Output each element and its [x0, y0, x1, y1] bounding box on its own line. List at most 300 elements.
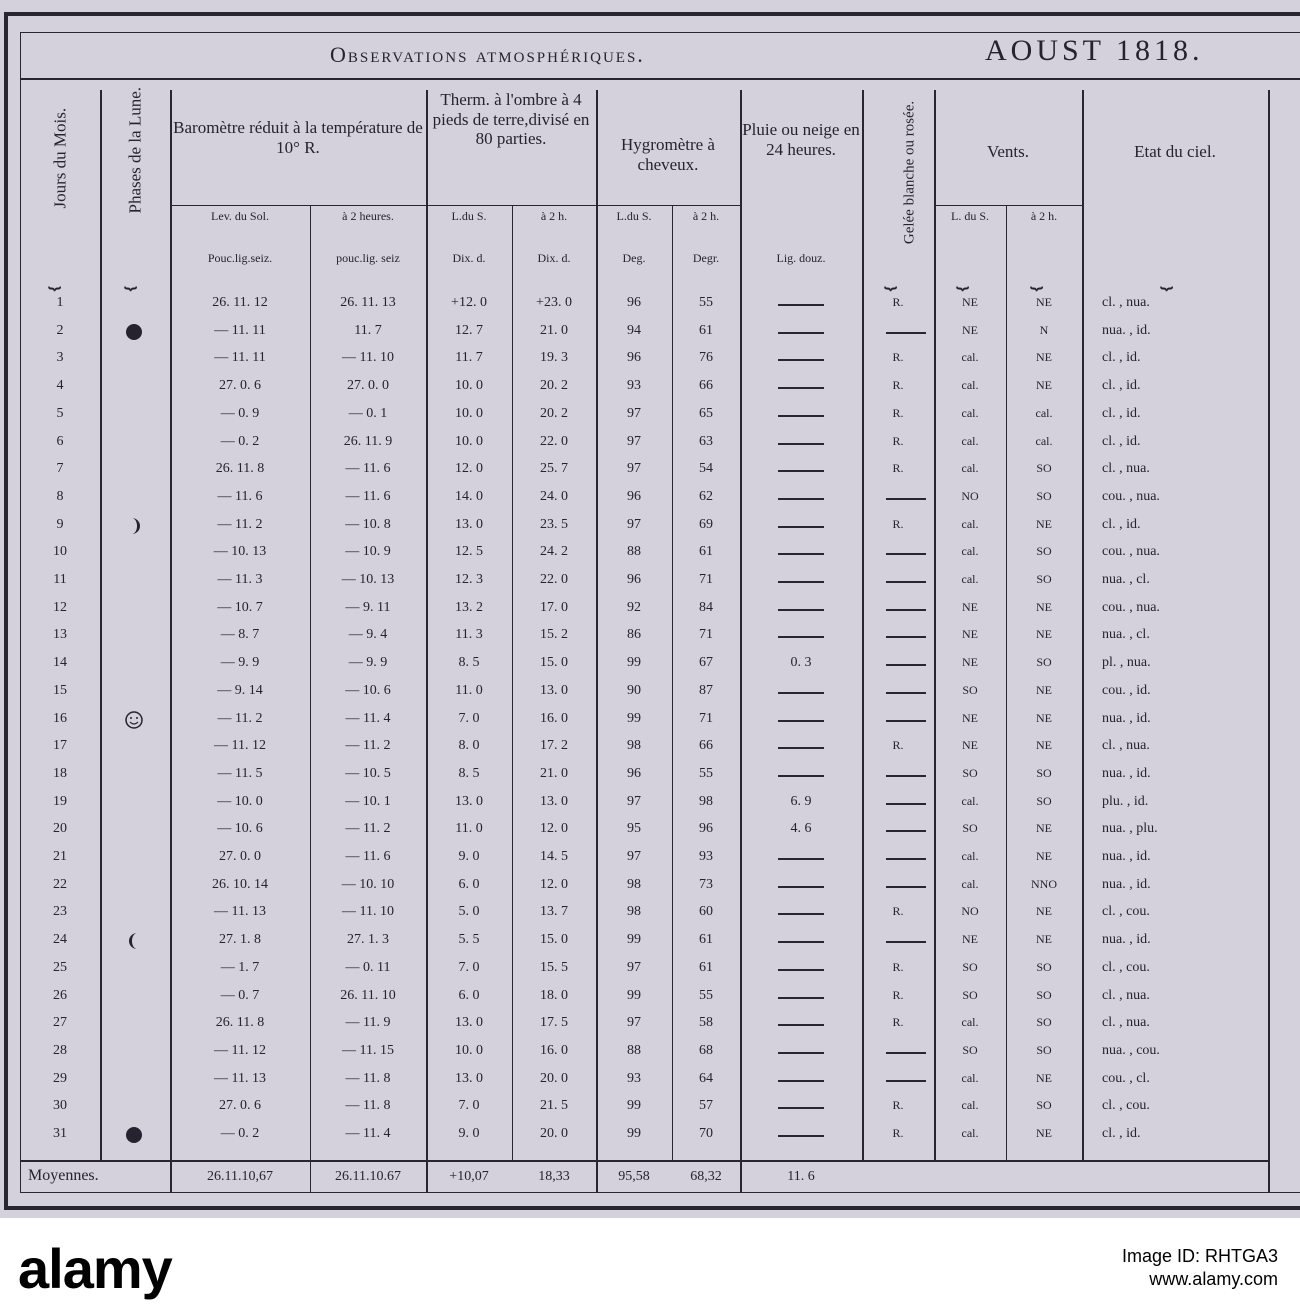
watermark-bar: [0, 1238, 1300, 1298]
wind-sunrise: SO: [962, 960, 978, 974]
hygro-2h: 67: [699, 655, 713, 670]
baro-2h: — 10. 8: [345, 517, 391, 532]
wind-2h: NE: [1036, 904, 1052, 918]
sky-state: nua. , id.: [1102, 323, 1151, 338]
frost-none-dash: [886, 720, 926, 722]
rain-none-dash: [778, 304, 824, 306]
wind-2h: SO: [1036, 960, 1052, 974]
bottom-border: [4, 1206, 1300, 1210]
baro-2h: 26. 11. 9: [343, 434, 393, 449]
wind-2h: NNO: [1031, 877, 1057, 891]
frost-mark: R.: [892, 1098, 904, 1112]
rain-amount: 0. 3: [790, 655, 812, 670]
baro-2h: — 11. 6: [345, 461, 391, 476]
therm-2h: 17. 0: [540, 600, 568, 615]
wind-2h: NE: [1036, 627, 1052, 641]
sky-state: cl. , nua.: [1102, 295, 1150, 310]
hygro-sunrise: 90: [627, 683, 641, 698]
day-number: 6: [56, 434, 64, 449]
frost-mark: R.: [892, 295, 904, 309]
day-number: 31: [53, 1126, 67, 1141]
sky-state: cl. , cou.: [1102, 1098, 1150, 1113]
therm-sunrise: 9. 0: [458, 849, 480, 864]
rain-amount: 6. 9: [790, 794, 812, 809]
header-hygrometer: Hygromètre à cheveux.: [621, 135, 715, 174]
hygro-sunrise: 86: [627, 627, 641, 642]
baro-2h: — 11. 6: [345, 489, 391, 504]
hygro-sunrise: 99: [627, 1098, 641, 1113]
baro-sunrise: — 8. 7: [220, 627, 260, 642]
therm-2h: 21. 0: [540, 766, 568, 781]
header-day: Jours du Mois.: [50, 107, 70, 209]
baro-sunrise: 26. 11. 8: [215, 461, 265, 476]
header-thermometer: Therm. à l'ombre à 4 pieds de terre,divisé en 80 parties.: [432, 90, 590, 149]
rain-none-dash: [778, 969, 824, 971]
therm-sunrise: 9. 0: [458, 1126, 480, 1141]
baro-2h: 26. 11. 13: [340, 295, 396, 310]
frost-mark: R.: [892, 517, 904, 531]
hygro-sunrise: 97: [627, 960, 641, 975]
frost-mark: R.: [892, 904, 904, 918]
hygro-2h: 71: [699, 711, 713, 726]
brace-mark: ⏟: [1160, 264, 1174, 289]
frost-none-dash: [886, 664, 926, 666]
col-rule: [1268, 90, 1270, 1192]
frost-mark: R.: [892, 960, 904, 974]
wind-sunrise: NE: [962, 600, 978, 614]
wind-sunrise: cal.: [961, 378, 979, 392]
unit-baro-1: Pouc.lig.seiz.: [207, 251, 273, 265]
sky-state: nua. , id.: [1102, 932, 1151, 947]
frost-none-dash: [886, 332, 926, 334]
therm-sunrise: 7. 0: [458, 960, 480, 975]
frost-none-dash: [886, 830, 926, 832]
hygro-sunrise: 99: [627, 711, 641, 726]
wind-sunrise: NE: [962, 627, 978, 641]
left-border: [4, 12, 8, 1208]
hygro-2h: 69: [699, 517, 713, 532]
header-baro-2h: à 2 heures.: [342, 209, 394, 223]
frost-mark: R.: [892, 1015, 904, 1029]
rain-none-dash: [778, 886, 824, 888]
frost-none-dash: [886, 1052, 926, 1054]
rain-none-dash: [778, 747, 824, 749]
header-hygro-sunrise: L.du S.: [616, 209, 652, 223]
sky-state: cl. , nua.: [1102, 1015, 1150, 1030]
therm-2h: 18. 0: [540, 988, 568, 1003]
therm-sunrise: 8. 0: [458, 738, 480, 753]
last-quarter-icon: [124, 931, 144, 951]
baro-2h: — 11. 9: [345, 1015, 391, 1030]
mean-hygro-2h: 68,32: [690, 1169, 722, 1184]
rain-none-dash: [778, 443, 824, 445]
header-wind: Vents.: [986, 142, 1030, 161]
wind-2h: SO: [1036, 489, 1052, 503]
wind-2h: SO: [1036, 1015, 1052, 1029]
baro-sunrise: — 11. 3: [217, 572, 263, 587]
rain-none-dash: [778, 1107, 824, 1109]
day-number: 10: [53, 544, 67, 559]
wind-sunrise: SO: [962, 766, 978, 780]
hygro-2h: 61: [699, 323, 713, 338]
day-number: 14: [53, 655, 67, 670]
wind-sunrise: NE: [962, 932, 978, 946]
therm-2h: 12. 0: [540, 821, 568, 836]
baro-2h: 26. 11. 10: [340, 988, 396, 1003]
wind-sunrise: cal.: [961, 877, 979, 891]
wind-sunrise: NO: [961, 904, 979, 918]
therm-2h: 20. 0: [540, 1126, 568, 1141]
sky-state: cou. , nua.: [1102, 600, 1160, 615]
baro-sunrise: — 11. 12: [214, 738, 266, 753]
frost-none-dash: [886, 803, 926, 805]
hygro-sunrise: 97: [627, 461, 641, 476]
inner-top-line: [20, 32, 1300, 33]
day-number: 7: [56, 461, 64, 476]
unit-therm-2: Dix. d.: [537, 251, 571, 265]
col-rule: [862, 90, 864, 1162]
rain-none-dash: [778, 1080, 824, 1082]
baro-sunrise: — 11. 6: [217, 489, 263, 504]
wind-2h: SO: [1036, 655, 1052, 669]
baro-2h: — 10. 6: [345, 683, 391, 698]
wind-sunrise: cal.: [961, 406, 979, 420]
therm-sunrise: 13. 0: [455, 794, 483, 809]
frost-none-dash: [886, 553, 926, 555]
unit-therm-1: Dix. d.: [452, 251, 486, 265]
hygro-2h: 87: [699, 683, 713, 698]
therm-sunrise: 12. 3: [455, 572, 483, 587]
sky-state: cl. , id.: [1102, 434, 1141, 449]
sky-state: nua. , cl.: [1102, 627, 1150, 642]
watermark-info: [1122, 1245, 1278, 1292]
rain-none-dash: [778, 387, 824, 389]
unit-hygro-2: Degr.: [692, 251, 720, 265]
hygro-2h: 76: [699, 350, 713, 365]
wind-2h: SO: [1036, 1043, 1052, 1057]
therm-sunrise: +12. 0: [451, 295, 487, 310]
wind-2h: SO: [1036, 461, 1052, 475]
hygro-sunrise: 92: [627, 600, 641, 615]
therm-sunrise: 13. 2: [455, 600, 483, 615]
therm-2h: 21. 5: [540, 1098, 568, 1113]
day-number: 30: [53, 1098, 67, 1113]
hygro-2h: 62: [699, 489, 713, 504]
sky-state: cl. , id.: [1102, 517, 1141, 532]
header-wind-2h: à 2 h.: [1030, 209, 1058, 223]
hygro-sunrise: 99: [627, 655, 641, 670]
wind-sunrise: cal.: [961, 544, 979, 558]
rain-none-dash: [778, 526, 824, 528]
rain-none-dash: [778, 858, 824, 860]
therm-sunrise: 7. 0: [458, 711, 480, 726]
therm-2h: 22. 0: [540, 572, 568, 587]
baro-sunrise: — 1. 7: [220, 960, 260, 975]
rain-none-dash: [778, 941, 824, 943]
wind-sunrise: SO: [962, 988, 978, 1002]
baro-2h: — 0. 11: [345, 960, 391, 975]
header-barometer: Baromètre réduit à la température de 10° R.: [173, 118, 423, 157]
baro-2h: — 9. 9: [348, 655, 388, 670]
day-number: 28: [53, 1043, 67, 1058]
rain-none-dash: [778, 470, 824, 472]
header-therm-2h: à 2 h.: [540, 209, 568, 223]
hygro-sunrise: 96: [627, 572, 641, 587]
hygro-2h: 68: [699, 1043, 713, 1058]
hygro-sunrise: 98: [627, 904, 641, 919]
hygro-sunrise: 94: [627, 323, 641, 338]
header-rain: Pluie ou neige en 24 heures.: [742, 120, 860, 159]
therm-sunrise: 5. 0: [458, 904, 480, 919]
col-rule: [170, 90, 172, 1192]
col-rule: [1006, 205, 1007, 1162]
wind-sunrise: SO: [962, 683, 978, 697]
day-number: 17: [53, 738, 67, 753]
hygro-sunrise: 88: [627, 1043, 641, 1058]
top-border: [4, 12, 1300, 16]
rain-none-dash: [778, 997, 824, 999]
day-number: 11: [53, 572, 67, 587]
wind-sunrise: cal.: [961, 1126, 979, 1140]
sky-state: cou. , nua.: [1102, 489, 1160, 504]
day-number: 16: [53, 711, 67, 726]
header-moon-phase: Phases de la Lune.: [125, 86, 145, 214]
sky-state: cl. , id.: [1102, 406, 1141, 421]
therm-sunrise: 12. 5: [455, 544, 483, 559]
baro-sunrise: — 0. 7: [220, 988, 260, 1003]
day-number: 18: [53, 766, 67, 781]
hygro-sunrise: 97: [627, 406, 641, 421]
hygro-2h: 65: [699, 406, 713, 421]
baro-sunrise: 26. 11. 12: [212, 295, 268, 310]
wind-sunrise: cal.: [961, 350, 979, 364]
header-rule: [596, 205, 740, 206]
therm-2h: 13. 0: [540, 794, 568, 809]
therm-2h: 21. 0: [540, 323, 568, 338]
col-rule: [596, 90, 598, 1192]
hygro-2h: 57: [699, 1098, 713, 1113]
therm-2h: +23. 0: [536, 295, 572, 310]
sky-state: nua. , id.: [1102, 849, 1151, 864]
hygro-sunrise: 96: [627, 489, 641, 504]
frost-none-dash: [886, 886, 926, 888]
baro-2h: 27. 0. 0: [347, 378, 389, 393]
baro-sunrise: — 11. 2: [217, 517, 263, 532]
therm-2h: 15. 5: [540, 960, 568, 975]
therm-2h: 12. 0: [540, 877, 568, 892]
rain-none-dash: [778, 720, 824, 722]
hygro-2h: 58: [699, 1015, 713, 1030]
sky-state: pl. , nua.: [1102, 655, 1151, 670]
wind-sunrise: cal.: [961, 434, 979, 448]
baro-2h: — 10. 1: [345, 794, 391, 809]
day-number: 29: [53, 1071, 67, 1086]
hygro-sunrise: 97: [627, 794, 641, 809]
baro-2h: — 11. 2: [345, 821, 391, 836]
baro-sunrise: 27. 0. 0: [219, 849, 261, 864]
therm-sunrise: 11. 0: [455, 821, 483, 836]
wind-2h: SO: [1036, 794, 1052, 808]
frost-none-dash: [886, 498, 926, 500]
sky-state: cl. , nua.: [1102, 461, 1150, 476]
mean-rain: 11. 6: [787, 1169, 815, 1184]
sky-state: nua. , cou.: [1102, 1043, 1160, 1058]
frost-none-dash: [886, 858, 926, 860]
baro-2h: — 11. 6: [345, 849, 391, 864]
wind-2h: SO: [1036, 572, 1052, 586]
therm-sunrise: 8. 5: [458, 655, 480, 670]
baro-2h: — 10. 10: [341, 877, 395, 892]
therm-sunrise: 13. 0: [455, 1071, 483, 1086]
wind-sunrise: SO: [962, 821, 978, 835]
therm-2h: 19. 3: [540, 350, 568, 365]
baro-sunrise: — 9. 14: [217, 683, 263, 698]
therm-2h: 15. 0: [540, 932, 568, 947]
new-moon-icon: [124, 1125, 144, 1145]
therm-2h: 24. 2: [540, 544, 568, 559]
baro-2h: — 11. 4: [345, 711, 391, 726]
wind-sunrise: cal.: [961, 461, 979, 475]
header-frost: Gelée blanche ou rosée.: [901, 100, 918, 245]
baro-2h: — 0. 1: [348, 406, 388, 421]
baro-2h: — 11. 4: [345, 1126, 391, 1141]
frost-mark: R.: [892, 378, 904, 392]
col-rule: [740, 90, 742, 1192]
therm-2h: 23. 5: [540, 517, 568, 532]
inner-left-line: [20, 32, 21, 1192]
mean-hygro-sunrise: 95,58: [618, 1169, 650, 1184]
baro-sunrise: — 0. 2: [220, 1126, 260, 1141]
therm-2h: 16. 0: [540, 1043, 568, 1058]
hygro-sunrise: 98: [627, 738, 641, 753]
wind-sunrise: NE: [962, 323, 978, 337]
baro-sunrise: — 0. 9: [220, 406, 260, 421]
frost-mark: R.: [892, 738, 904, 752]
sky-state: cou. , id.: [1102, 683, 1151, 698]
therm-sunrise: 10. 0: [455, 378, 483, 393]
baro-sunrise: — 10. 6: [217, 821, 263, 836]
hygro-sunrise: 99: [627, 932, 641, 947]
unit-baro-2: pouc.lig. seiz: [336, 251, 400, 265]
unit-rain: Lig. douz.: [776, 251, 826, 265]
baro-2h: — 10. 9: [345, 544, 391, 559]
frost-none-dash: [886, 775, 926, 777]
therm-sunrise: 13. 0: [455, 517, 483, 532]
hygro-2h: 84: [699, 600, 713, 615]
wind-2h: NE: [1036, 1071, 1052, 1085]
hygro-2h: 61: [699, 932, 713, 947]
therm-2h: 15. 0: [540, 655, 568, 670]
unit-hygro-1: Deg.: [622, 251, 646, 265]
brace-mark: ⏟: [48, 264, 62, 289]
hygro-sunrise: 96: [627, 295, 641, 310]
baro-2h: 11. 7: [354, 323, 382, 338]
hygro-2h: 63: [699, 434, 713, 449]
sky-state: cl. , id.: [1102, 350, 1141, 365]
baro-sunrise: — 11. 12: [214, 1043, 266, 1058]
day-number: 15: [53, 683, 67, 698]
baro-sunrise: — 11. 13: [214, 1071, 266, 1086]
rain-none-dash: [778, 1052, 824, 1054]
baro-2h: — 11. 10: [342, 350, 394, 365]
hygro-2h: 66: [699, 738, 713, 753]
day-number: 20: [53, 821, 67, 836]
baro-sunrise: — 10. 7: [217, 600, 263, 615]
wind-sunrise: cal.: [961, 1015, 979, 1029]
sky-state: cl. , cou.: [1102, 904, 1150, 919]
hygro-sunrise: 97: [627, 434, 641, 449]
baro-2h: — 11. 8: [345, 1071, 391, 1086]
therm-2h: 14. 5: [540, 849, 568, 864]
mean-therm-2h: 18,33: [538, 1169, 570, 1184]
sky-state: nua. , id.: [1102, 877, 1151, 892]
hygro-sunrise: 99: [627, 988, 641, 1003]
frost-none-dash: [886, 609, 926, 611]
alamy-logo: alamy: [18, 1236, 172, 1300]
wind-sunrise: cal.: [961, 1071, 979, 1085]
wind-2h: NE: [1036, 738, 1052, 752]
therm-2h: 20. 0: [540, 1071, 568, 1086]
sky-state: cou. , cl.: [1102, 1071, 1150, 1086]
day-number: 5: [56, 406, 64, 421]
baro-sunrise: 27. 0. 6: [219, 378, 261, 393]
frost-mark: R.: [892, 434, 904, 448]
rain-none-dash: [778, 692, 824, 694]
sky-state: cl. , id.: [1102, 378, 1141, 393]
therm-sunrise: 13. 0: [455, 1015, 483, 1030]
col-rule: [100, 90, 102, 1162]
means-rule: [20, 1160, 1268, 1162]
header-sky: Etat du ciel.: [1134, 142, 1216, 161]
day-number: 22: [53, 877, 67, 892]
wind-2h: NE: [1036, 932, 1052, 946]
col-rule: [672, 205, 673, 1162]
header-rule: [934, 205, 1082, 206]
baro-sunrise: — 11. 11: [214, 323, 266, 338]
day-number: 1: [56, 295, 64, 310]
hygro-2h: 60: [699, 904, 713, 919]
day-number: 21: [53, 849, 67, 864]
day-number: 26: [53, 988, 67, 1003]
day-number: 2: [56, 323, 64, 338]
hygro-sunrise: 88: [627, 544, 641, 559]
wind-sunrise: cal.: [961, 572, 979, 586]
frost-mark: R.: [892, 406, 904, 420]
hygro-sunrise: 93: [627, 1071, 641, 1086]
hygro-sunrise: 97: [627, 849, 641, 864]
day-number: 23: [53, 904, 67, 919]
day-number: 25: [53, 960, 67, 975]
baro-sunrise: — 11. 11: [214, 350, 266, 365]
hygro-2h: 71: [699, 627, 713, 642]
wind-sunrise: cal.: [961, 794, 979, 808]
frost-mark: R.: [892, 988, 904, 1002]
therm-2h: 17. 2: [540, 738, 568, 753]
col-rule: [512, 205, 513, 1162]
wind-sunrise: NE: [962, 738, 978, 752]
therm-sunrise: 5. 5: [458, 932, 480, 947]
page-title: Observations atmosphériques.: [330, 42, 645, 67]
baro-2h: — 11. 8: [345, 1098, 391, 1113]
frost-mark: R.: [892, 1126, 904, 1140]
header-therm-sunrise: L.du S.: [451, 209, 487, 223]
day-number: 8: [56, 489, 64, 504]
wind-sunrise: cal.: [961, 517, 979, 531]
frost-mark: R.: [892, 461, 904, 475]
wind-2h: NE: [1036, 711, 1052, 725]
day-number: 24: [53, 932, 67, 947]
hygro-sunrise: 97: [627, 1015, 641, 1030]
